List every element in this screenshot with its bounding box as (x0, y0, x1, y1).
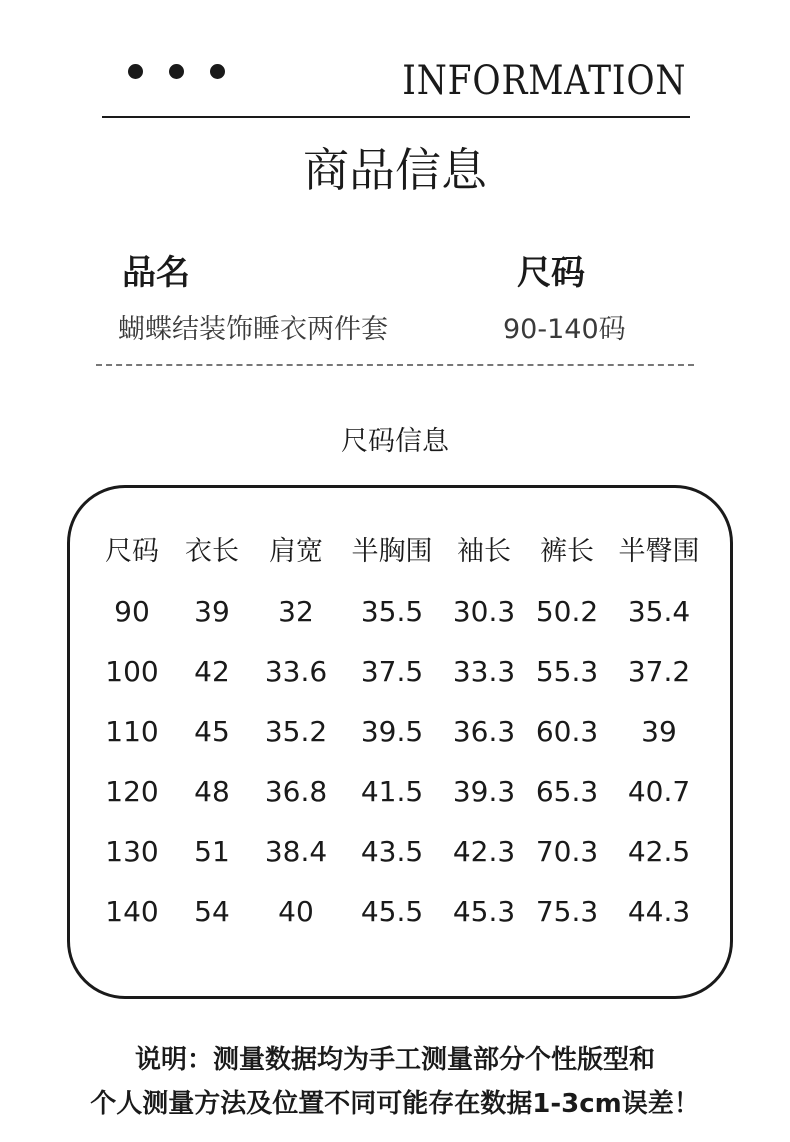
table-cell: 48 (194, 775, 230, 808)
column-header: 尺码 (105, 536, 159, 567)
table-cell: 37.2 (627, 655, 691, 688)
column-header: 裤长 (540, 536, 594, 567)
column-header: 袖长 (457, 536, 511, 567)
table-cell: 35.5 (360, 595, 424, 628)
table-cell: 42 (194, 655, 230, 688)
table-cell: 40.7 (627, 775, 691, 808)
table-cell: 54 (194, 895, 230, 928)
window-dots (128, 64, 225, 79)
size-chart-title: 尺码信息 (341, 426, 449, 457)
table-cell: 36.8 (264, 775, 328, 808)
table-cell: 40 (278, 895, 314, 928)
table-cell: 130 (105, 835, 159, 868)
table-cell: 39.5 (360, 715, 424, 748)
product-size-value: 90-140码 (503, 314, 626, 345)
table-cell: 39.3 (452, 775, 516, 808)
dot-icon (169, 64, 184, 79)
table-cell: 41.5 (360, 775, 424, 808)
table-cell: 140 (105, 895, 159, 928)
section-label: INFORMATION (401, 58, 686, 104)
dot-icon (128, 64, 143, 79)
table-cell: 70.3 (535, 835, 599, 868)
table-cell: 120 (105, 775, 159, 808)
table-cell: 33.3 (452, 655, 516, 688)
table-cell: 38.4 (264, 835, 328, 868)
table-cell: 90 (114, 595, 150, 628)
column-header: 半臀围 (618, 536, 700, 567)
product-name-label: 品名 (122, 253, 190, 293)
table-cell: 65.3 (535, 775, 599, 808)
column-header: 衣长 (185, 536, 239, 567)
page-title: 商品信息 (303, 143, 487, 197)
table-cell: 36.3 (452, 715, 516, 748)
table-cell: 32 (278, 595, 314, 628)
table-cell: 44.3 (627, 895, 691, 928)
table-cell: 45 (194, 715, 230, 748)
table-cell: 100 (105, 655, 159, 688)
table-cell: 45.3 (452, 895, 516, 928)
note-line-1: 说明：测量数据均为手工测量部分个性版型和 (134, 1045, 655, 1075)
table-cell: 60.3 (535, 715, 599, 748)
column-header: 肩宽 (269, 536, 323, 567)
table-cell: 110 (105, 715, 159, 748)
note-line-2: 个人测量方法及位置不同可能存在数据1-3cm误差！ (90, 1089, 700, 1119)
table-cell: 35.4 (627, 595, 691, 628)
table-cell: 35.2 (264, 715, 328, 748)
table-cell: 43.5 (360, 835, 424, 868)
table-cell: 39 (194, 595, 230, 628)
table-cell: 33.6 (264, 655, 328, 688)
header-divider (102, 116, 690, 118)
table-cell: 55.3 (535, 655, 599, 688)
table-cell: 42.3 (452, 835, 516, 868)
table-cell: 42.5 (627, 835, 691, 868)
table-cell: 39 (641, 715, 677, 748)
table-cell: 75.3 (535, 895, 599, 928)
product-name-value: 蝴蝶结装饰睡衣两件套 (118, 314, 388, 345)
column-header: 半胸围 (351, 536, 433, 567)
product-size-label: 尺码 (517, 253, 585, 293)
table-cell: 45.5 (360, 895, 424, 928)
table-cell: 37.5 (360, 655, 424, 688)
table-cell: 50.2 (535, 595, 599, 628)
dot-icon (210, 64, 225, 79)
table-cell: 51 (194, 835, 230, 868)
dashed-divider (96, 364, 694, 366)
table-cell: 30.3 (452, 595, 516, 628)
